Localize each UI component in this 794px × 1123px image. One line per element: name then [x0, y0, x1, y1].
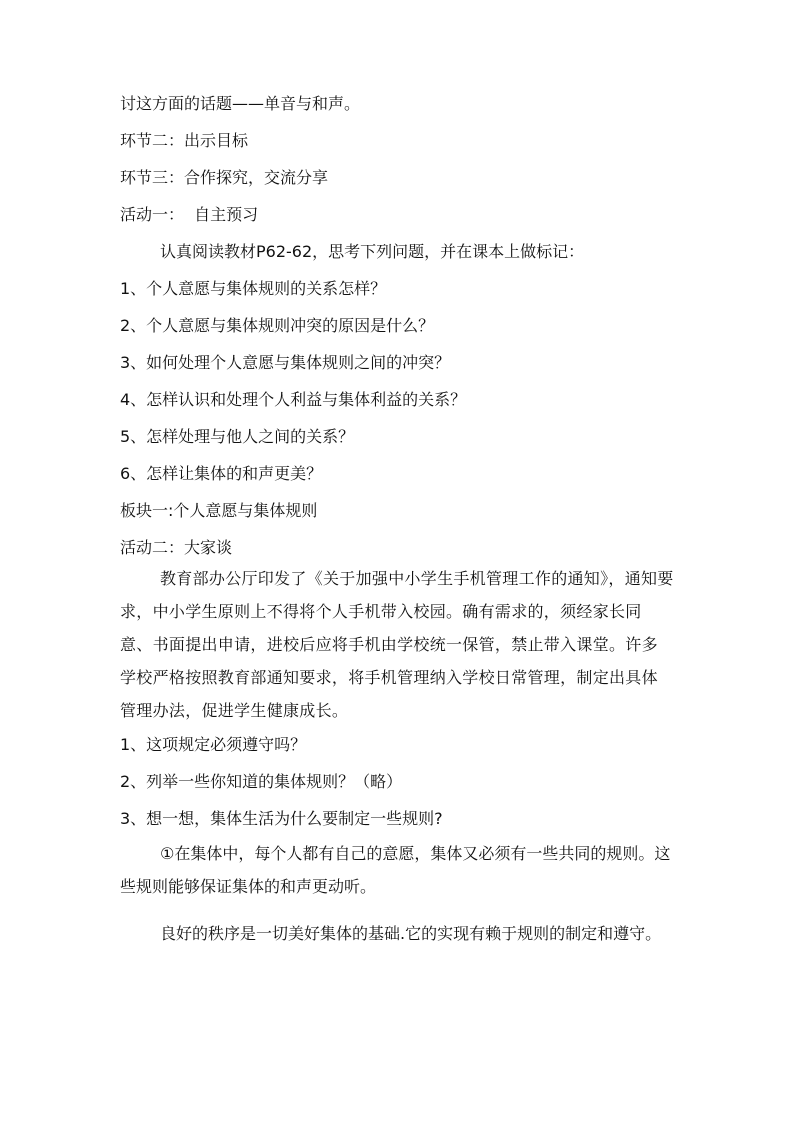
activity-heading-two: 活动二：大家谈 — [120, 538, 233, 557]
answer-paragraph-2: 良好的秩序是一切美好集体的基础.它的实现有赖于规则的制定和遵守。 — [160, 924, 662, 943]
question-6: 6、怎样让集体的和声更美？ — [120, 464, 323, 483]
answer-paragraph-1: ①在集体中，每个人都有自己的意愿，集体又必须有一些共同的规则。这些规则能够保证集体的和声更动听。 — [120, 844, 671, 896]
text-line-intro: 讨这方面的话题——单音与和声。 — [120, 94, 361, 113]
question-3: 3、如何处理个人意愿与集体规则之间的冲突？ — [120, 353, 451, 372]
question-5: 5、怎样处理与他人之间的关系？ — [120, 427, 355, 446]
section-heading-step-two: 环节二：出示目标 — [120, 131, 249, 150]
discussion-question-3: 3、想一想，集体生活为什么要制定一些规则? — [120, 809, 443, 828]
block-heading-one: 板块一:个人意愿与集体规则 — [120, 501, 318, 520]
question-2: 2、个人意愿与集体规则冲突的原因是什么？ — [120, 316, 435, 335]
discussion-question-2: 2、列举一些你知道的集体规则？（略） — [120, 772, 403, 791]
reading-instruction: 认真阅读教材P62-62，思考下列问题，并在课本上做标记： — [160, 242, 585, 261]
discussion-question-1: 1、这项规定必须遵守吗？ — [120, 735, 307, 754]
question-4: 4、怎样认识和处理个人利益与集体利益的关系？ — [120, 390, 467, 409]
activity-heading-one: 活动一： 自主预习 — [120, 205, 259, 224]
notice-paragraph: 教育部办公厅印发了《关于加强中小学生手机管理工作的通知》，通知要求，中小学生原则上不得将个人手机带入校园。确有需求的，须经家长同意、书面提出申请，进校后应将手机由学校统一保管，禁止带入课堂。许多学校严格按照教育部通知要求，将手机管理纳入学校日常管理，制定出具体管理办法，促进学生健康成长。 — [120, 569, 674, 720]
question-1: 1、个人意愿与集体规则的关系怎样？ — [120, 279, 387, 298]
section-heading-step-three: 环节三：合作探究，交流分享 — [120, 168, 329, 187]
